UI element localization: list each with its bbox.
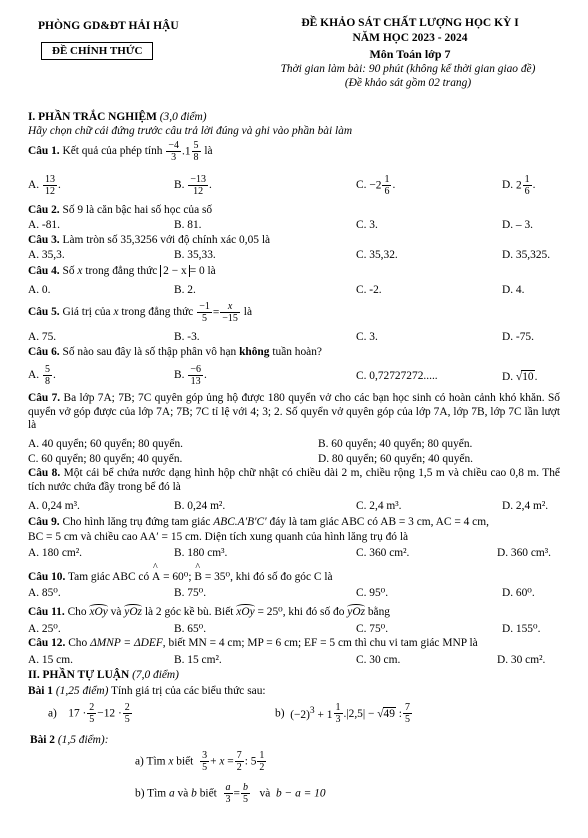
q10-option-d[interactable]: D. 60⁰. [502, 587, 535, 599]
subject: Môn Toán lớp 7 [369, 47, 451, 61]
part1-instruction: Hãy chọn chữ cái đứng trước câu trả lời đúng và ghi vào phần bài làm [28, 125, 353, 137]
q6-option-c[interactable]: C. 0,72727272..... [356, 370, 438, 382]
q7-option-a[interactable]: A. 40 quyển; 60 quyển; 80 quyển. [28, 438, 184, 450]
q4-option-c[interactable]: C. -2. [356, 284, 382, 296]
question-4: Câu 4. Số x trong đẳng thức 2 − x = 0 là [28, 265, 216, 277]
q10-option-a[interactable]: A. 85⁰. [28, 587, 61, 599]
question-3: Câu 3. Làm tròn số 35,3256 với độ chính xác 0,05 là [28, 234, 271, 246]
question-5: Câu 5. Giá trị của x trong đẳng thức $\frac{-1}{5}$ = $\frac{x}{-15}$ là [28, 301, 253, 324]
question-1: Câu 1. Kết quả của phép tính $\frac{-4}{3}$ .1 $\frac{5}{8}$ là [28, 140, 213, 163]
exercise-2a: a) Tìm x biết $\frac{3}{5}$ + x = $\frac{7}{2}$ : 5 $\frac{1}{2}$ [135, 750, 265, 773]
q1-option-b[interactable]: B. $\frac{-13}{12}$ . [174, 174, 212, 197]
question-8: Câu 8. Một cái bể chứa nước dạng hình hộp chữ nhật có chiều dài 2 m, chiều rộng 1,5 m và chiều cao 0,8 m. Thể tích nước chứa đầy trong bể đó là [28, 467, 560, 493]
q6-option-a[interactable]: A. $\frac{5}{8}$ . [28, 364, 56, 387]
department-name: PHÒNG GD&ĐT HẢI HẬU [38, 20, 179, 32]
q8-option-c[interactable]: C. 2,4 m³. [356, 500, 402, 512]
exercise-2: Bài 2 (1,5 điểm): [30, 734, 109, 746]
q3-option-d[interactable]: D. 35,325. [502, 249, 551, 261]
q4-option-d[interactable]: D. 4. [502, 284, 525, 296]
q11-option-b[interactable]: B. 65⁰. [174, 623, 207, 635]
question-12: Câu 12. Cho ΔMNP = ΔDEF, biết MN = 4 cm; MP = 6 cm; EF = 5 cm thì chu vi tam giác MNP là [28, 637, 478, 649]
q3-option-c[interactable]: C. 35,32. [356, 249, 398, 261]
q9-option-c[interactable]: C. 360 cm². [356, 547, 410, 559]
exam-title: ĐỀ KHẢO SÁT CHẤT LƯỢNG HỌC KỲ I [301, 17, 519, 29]
q3-option-b[interactable]: B. 35,33. [174, 249, 216, 261]
question-2: Câu 2. Số 9 là căn bậc hai số học của số [28, 204, 213, 216]
exercise-2b: b) Tìm a và b biết $\frac{a}{3}$ = $\frac{b}{5}$ và b − a = 10 [135, 782, 326, 805]
q6-option-d[interactable]: D. √10. [502, 371, 538, 383]
q7-option-d[interactable]: D. 80 quyển; 60 quyển; 40 quyển. [318, 453, 474, 465]
q8-option-d[interactable]: D. 2,4 m². [502, 500, 549, 512]
q12-option-c[interactable]: C. 30 cm. [356, 654, 401, 666]
part1-heading: I. PHẦN TRẮC NGHIỆM (3,0 điểm) [28, 111, 207, 123]
question-7: Câu 7. Ba lớp 7A; 7B; 7C quyên góp ủng hộ được 180 quyển vở cho các bạn học sinh có hoàn cảnh khó khăn. Số quyển vở góp được của lớp 7A; 7B; 7C tỉ lệ với 4; 3; 2. Số quyển vở quyên góp của lớp 7A, lớp 7B, lớp 7C lần lượt là [28, 392, 560, 432]
q8-option-a[interactable]: A. 0,24 m³. [28, 500, 80, 512]
q10-option-c[interactable]: C. 95⁰. [356, 587, 389, 599]
question-10: Câu 10. Tam giác ABC có ^ A = 60⁰; ^ B = 35⁰, khi đó số đo góc C là [28, 569, 333, 583]
q3-option-a[interactable]: A. 35,3. [28, 249, 65, 261]
q1-option-c[interactable]: C. −2 $\frac{1}{6}$ . [356, 174, 396, 197]
part2-heading: II. PHẦN TỰ LUẬN (7,0 điểm) [28, 669, 179, 681]
question-6: Câu 6. Số nào sau đây là số thập phân vô hạn không tuần hoàn? [28, 346, 322, 358]
q6-option-b[interactable]: B. $\frac{-6}{13}$ . [174, 364, 207, 387]
q10-option-b[interactable]: B. 75⁰. [174, 587, 207, 599]
q8-option-b[interactable]: B. 0,24 m². [174, 500, 226, 512]
q5-option-c[interactable]: C. 3. [356, 331, 378, 343]
q9-option-b[interactable]: B. 180 cm³. [174, 547, 228, 559]
q2-option-d[interactable]: D. – 3. [502, 219, 534, 231]
exercise-1: Bài 1 (1,25 điểm) Tính giá trị của các biểu thức sau: [28, 685, 266, 697]
q11-option-c[interactable]: C. 75⁰. [356, 623, 389, 635]
q12-option-d[interactable]: D. 30 cm². [497, 654, 546, 666]
q9-option-d[interactable]: D. 360 cm³. [497, 547, 552, 559]
q4-option-b[interactable]: B. 2. [174, 284, 196, 296]
q4-option-a[interactable]: A. 0. [28, 284, 51, 296]
question-9: Câu 9. Cho hình lăng trụ đứng tam giác ABC.A′B′C′ đáy là tam giác ABC có AB = 3 cm, AC = 4 cm, [28, 516, 489, 528]
q12-option-b[interactable]: B. 15 cm². [174, 654, 222, 666]
q1-option-d[interactable]: D. 2 $\frac{1}{6}$ . [502, 174, 536, 197]
q2-option-a[interactable]: A. -81. [28, 219, 60, 231]
q2-option-b[interactable]: B. 81. [174, 219, 202, 231]
page-count: (Đề khảo sát gồm 02 trang) [344, 77, 472, 89]
q7-option-b[interactable]: B. 60 quyển; 40 quyển; 80 quyển. [318, 438, 473, 450]
q7-option-c[interactable]: C. 60 quyển; 80 quyển; 40 quyển. [28, 453, 183, 465]
q2-option-c[interactable]: C. 3. [356, 219, 378, 231]
q5-option-d[interactable]: D. -75. [502, 331, 534, 343]
question-11: Câu 11. Cho xOy và yOz là 2 góc kề bù. Biết xOy = 25⁰, khi đó số đo yOz bằng [28, 606, 391, 618]
q12-option-a[interactable]: A. 15 cm. [28, 654, 73, 666]
q1-option-a[interactable]: A. $\frac{13}{12}$ . [28, 174, 61, 197]
exam-time: Thời gian làm bài: 90 phút (không kể thời gian giao đề) [280, 63, 536, 75]
q11-option-a[interactable]: A. 25⁰. [28, 623, 61, 635]
q5-option-a[interactable]: A. 75. [28, 331, 57, 343]
exercise-1b: b) $(-2)^3 + 1$ $\frac{1}{3}$ .|2,5| − √49 : $\frac{7}{5}$ [275, 702, 410, 725]
exercise-1a: a) 17 · $\frac{2}{5}$ −12 · $\frac{2}{5}$ [48, 702, 130, 725]
official-stamp: ĐỀ CHÍNH THỨC [41, 42, 153, 60]
q9-option-a[interactable]: A. 180 cm². [28, 547, 83, 559]
q11-option-d[interactable]: D. 155⁰. [502, 623, 541, 635]
question-9-line2: BC = 5 cm và chiều cao AA′ = 15 cm. Diện tích xung quanh của hình lăng trụ đó là [28, 531, 409, 543]
school-year: NĂM HỌC 2023 - 2024 [352, 32, 468, 44]
q5-option-b[interactable]: B. -3. [174, 331, 200, 343]
